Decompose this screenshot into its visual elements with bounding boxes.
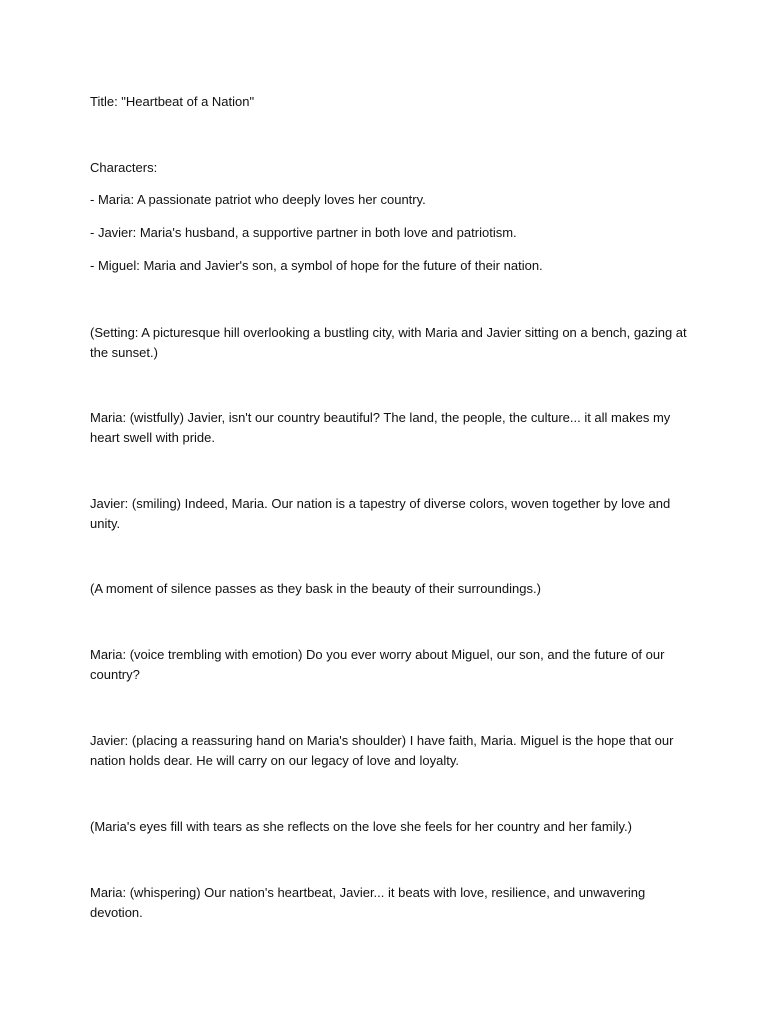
- document-title: Title: "Heartbeat of a Nation": [90, 94, 255, 109]
- stage-direction: (Maria's eyes fill with tears as she reflects on the love she feels for her country and her family.): [90, 819, 632, 834]
- dialogue-line: Maria: (whispering) Our nation's heartbeat, Javier... it beats with love, resilience, and unwavering devotion.: [90, 885, 646, 920]
- characters-heading: Characters:: [90, 160, 158, 175]
- stage-direction-setting: (Setting: A picturesque hill overlooking a bustling city, with Maria and Javier sitting on a bench, gazing at the sunset.): [90, 325, 687, 360]
- dialogue-line: Javier: (placing a reassuring hand on Maria's shoulder) I have faith, Maria. Miguel is the hope that our nation holds dear. He will carry on our legacy of love and loyalty.: [90, 733, 674, 768]
- character-javier: - Javier: Maria's husband, a supportive partner in both love and patriotism.: [90, 225, 517, 240]
- character-maria: - Maria: A passionate patriot who deeply loves her country.: [90, 192, 426, 207]
- character-miguel: - Miguel: Maria and Javier's son, a symbol of hope for the future of their nation.: [90, 258, 543, 273]
- dialogue-line: Maria: (voice trembling with emotion) Do you ever worry about Miguel, our son, and the future of our country?: [90, 647, 665, 682]
- stage-direction: (A moment of silence passes as they bask in the beauty of their surroundings.): [90, 581, 541, 596]
- dialogue-line: Maria: (wistfully) Javier, isn't our country beautiful? The land, the people, the culture... it all makes my heart swell with pride.: [90, 410, 671, 445]
- dialogue-line: Javier: (smiling) Indeed, Maria. Our nation is a tapestry of diverse colors, woven together by love and unity.: [90, 496, 671, 531]
